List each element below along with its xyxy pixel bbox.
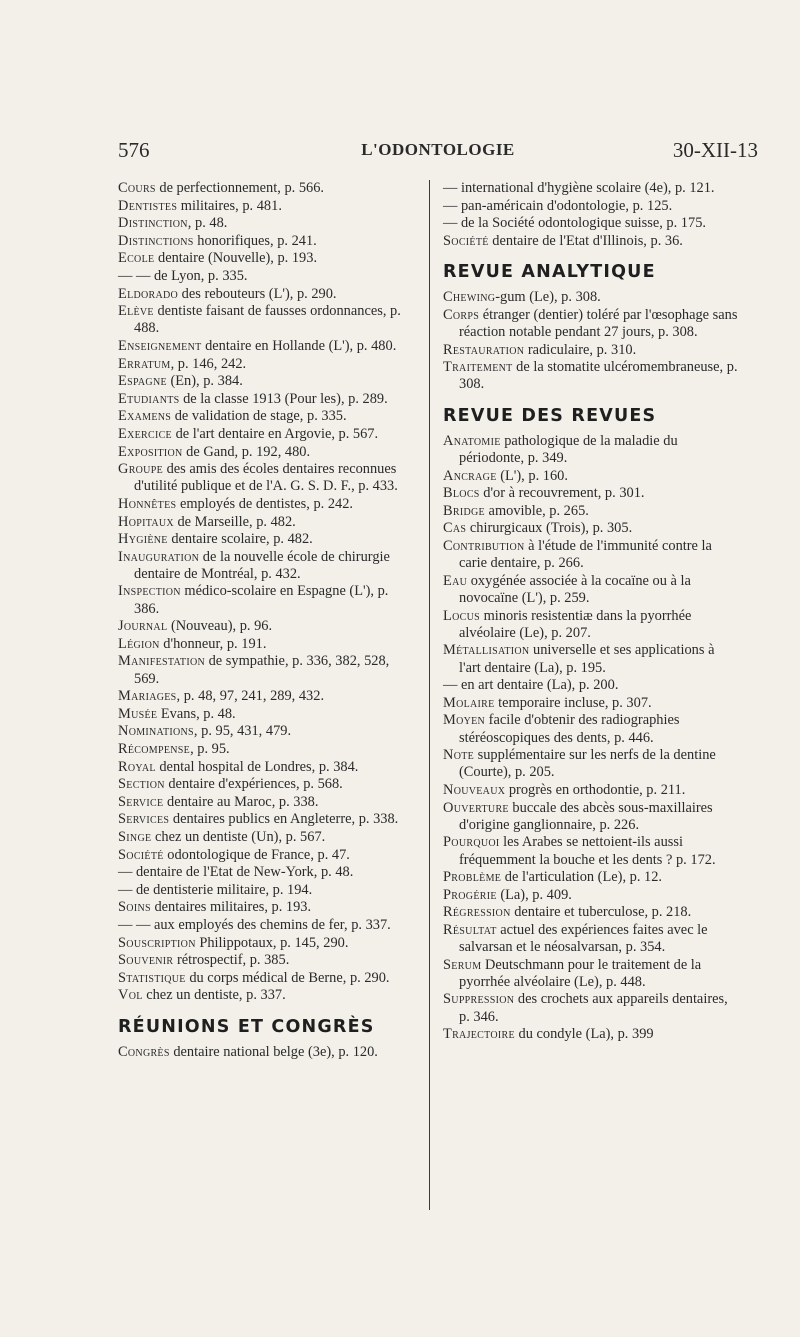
- index-entry: [443, 677, 739, 694]
- entry-text: des rebouteurs (L'), p. 290.: [178, 285, 337, 302]
- entry-keyword: Statistique: [118, 969, 186, 986]
- index-entry: [443, 695, 739, 712]
- index-entry: [443, 782, 739, 799]
- entry-keyword: Service: [118, 793, 164, 810]
- entry-text: du condyle (La), p. 399: [514, 1026, 654, 1043]
- entry-keyword: Société: [443, 232, 489, 249]
- index-entry: [118, 268, 414, 285]
- index-entry: [443, 433, 739, 467]
- index-entry: [118, 970, 414, 987]
- revue-des-revues-entry-list: [443, 433, 739, 1044]
- entry-text: de la stomatite ulcéromembraneuse, p. 308.: [459, 359, 738, 393]
- entry-text: de la nouvelle école de chirurgie dentaire de Montréal, p. 432.: [134, 548, 390, 582]
- index-entry: [118, 356, 414, 373]
- entry-text: , p. 146, 242.: [170, 355, 247, 372]
- entry-text: honorifiques, p. 241.: [193, 232, 317, 249]
- entry-text: dentaire (Nouvelle), p. 193.: [154, 250, 318, 267]
- entry-text: dentaires militaires, p. 193.: [150, 899, 312, 916]
- index-entry: [118, 653, 414, 687]
- index-entry: [118, 847, 414, 864]
- index-entry: [118, 811, 414, 828]
- index-entry: [118, 723, 414, 740]
- entry-keyword: Cours: [118, 180, 156, 196]
- index-entry: [443, 520, 739, 537]
- entry-keyword: Distinction: [118, 215, 188, 232]
- index-entry: [443, 468, 739, 485]
- index-entry: [118, 935, 414, 952]
- right-column: [443, 180, 739, 1044]
- index-entry: [443, 869, 739, 886]
- index-entry: [118, 882, 414, 899]
- index-entry: [118, 794, 414, 811]
- entry-keyword: Exercice: [118, 425, 172, 442]
- entry-keyword: Problème: [443, 869, 502, 886]
- entry-keyword: Trajectoire: [443, 1026, 515, 1043]
- entry-keyword: Eldorado: [118, 285, 179, 302]
- issue-date: 30-XII-13: [672, 138, 758, 162]
- entry-text: radiculaire, p. 310.: [524, 341, 637, 358]
- entry-keyword: Corps: [443, 306, 480, 323]
- entry-keyword: Traitement: [443, 359, 513, 376]
- entry-keyword: Moyen: [443, 712, 486, 729]
- entry-text: de l'articulation (Le), p. 12.: [501, 869, 663, 886]
- entry-text: de la classe 1913 (Pour les), p. 289.: [179, 390, 388, 407]
- entry-text: d'or à recouvrement, p. 301.: [479, 485, 645, 502]
- index-entry: [118, 829, 414, 846]
- entry-text: étranger (dentier) toléré par l'œsophage sans réaction notable pendant 27 jours, p. 308.: [459, 306, 738, 340]
- index-entry: [443, 834, 739, 868]
- page-header: [118, 138, 758, 168]
- index-entry: [118, 741, 414, 758]
- entry-text: du corps médical de Berne, p. 290.: [185, 969, 390, 986]
- entry-text: -gum (Le), p. 308.: [495, 289, 601, 306]
- index-entry: [118, 391, 414, 408]
- entry-keyword: Services: [118, 811, 170, 828]
- entry-text: dentaire au Maroc, p. 338.: [163, 793, 319, 810]
- index-entry: [118, 864, 414, 881]
- index-entry: [118, 426, 414, 443]
- entry-text: (La), p. 409.: [496, 886, 572, 903]
- entry-keyword: Enseignement: [118, 337, 202, 354]
- entry-text: (Nouveau), p. 96.: [167, 618, 273, 635]
- entry-text: dentaire d'expériences, p. 568.: [164, 776, 343, 793]
- entry-text: temporaire incluse, p. 307.: [494, 694, 652, 711]
- entry-text: — international d'hygiène scolaire (4e), p. 121.: [443, 180, 715, 196]
- index-entry: [443, 712, 739, 746]
- entry-keyword: Blocs: [443, 485, 480, 502]
- entry-text: Deutschmann pour le traitement de la pyorrhée alvéolaire (Le), p. 448.: [459, 956, 702, 990]
- index-entry: [443, 538, 739, 572]
- entry-text: d'honneur, p. 191.: [159, 635, 267, 652]
- index-entry: [118, 250, 414, 267]
- entry-text: à l'étude de l'immunité contre la carie dentaire, p. 266.: [459, 537, 712, 572]
- index-entry: [118, 180, 414, 197]
- entry-keyword: Société: [118, 846, 164, 863]
- entry-text: odontologique de France, p. 47.: [163, 846, 350, 863]
- index-entry: [118, 373, 414, 390]
- entry-keyword: Ecole: [118, 250, 155, 267]
- entry-keyword: Soins: [118, 899, 151, 916]
- index-entry: [118, 706, 414, 723]
- entry-keyword: Groupe: [118, 461, 163, 478]
- entry-text: de Marseille, p. 482.: [173, 513, 296, 530]
- entry-text: , p. 95, 431, 479.: [193, 723, 292, 740]
- entry-keyword: Bridge: [443, 502, 485, 519]
- entry-text: — de la Société odontologique suisse, p. 175.: [443, 215, 706, 232]
- entry-keyword: Nominations: [118, 723, 194, 740]
- entry-text: supplémentaire sur les nerfs de la dentine (Courte), p. 205.: [459, 747, 716, 781]
- index-entry: [118, 549, 414, 583]
- entry-keyword: Récompense: [118, 741, 191, 758]
- index-entry: [443, 957, 739, 991]
- index-entry: [443, 198, 739, 215]
- entry-keyword: Note: [443, 747, 475, 764]
- entry-keyword: Molaire: [443, 694, 495, 711]
- entry-keyword: Erratum: [118, 355, 171, 372]
- page-number: 576: [118, 138, 150, 162]
- entry-keyword: Restauration: [443, 341, 525, 358]
- entry-keyword: Manifestation: [118, 653, 206, 670]
- entry-keyword: Vol: [118, 987, 143, 1004]
- entry-text: (En), p. 384.: [166, 373, 243, 390]
- index-entry: [118, 952, 414, 969]
- entry-text: universelle et ses applications à l'art dentaire (La), p. 195.: [459, 642, 715, 676]
- entry-text: pathologique de la maladie du périodonte, p. 349.: [459, 432, 678, 466]
- entry-text: — dentaire de l'Etat de New-York, p. 48.: [118, 864, 354, 881]
- entry-text: — de dentisterie militaire, p. 194.: [118, 881, 313, 898]
- entry-keyword: Examens: [118, 408, 172, 425]
- entry-text: — — aux employés des chemins de fer, p. 337.: [118, 916, 391, 933]
- entry-keyword: Dentistes: [118, 197, 178, 214]
- entry-keyword: Souscription: [118, 934, 196, 951]
- entry-text: , p. 48, 97, 241, 289, 432.: [176, 688, 325, 705]
- entry-text: dentaires publics en Angleterre, p. 338.: [169, 811, 399, 828]
- index-entry: [443, 991, 739, 1025]
- entry-keyword: Contribution: [443, 537, 525, 554]
- entry-text: Philippotaux, p. 145, 290.: [195, 934, 349, 951]
- entry-keyword: Légion: [118, 635, 160, 652]
- index-entry: [118, 233, 414, 250]
- entry-keyword: Section: [118, 776, 165, 793]
- entry-text: employés de dentistes, p. 242.: [176, 495, 354, 512]
- entry-text: — en art dentaire (La), p. 200.: [443, 677, 619, 694]
- entry-keyword: Eau: [443, 572, 468, 589]
- right-top-entry-list: [443, 180, 739, 250]
- index-entry: [118, 444, 414, 461]
- entry-text: dentiste faisant de fausses ordonnances, p. 488.: [134, 303, 401, 337]
- entry-keyword: Elève: [118, 303, 154, 320]
- index-entry: [443, 887, 739, 904]
- entry-keyword: Ouverture: [443, 799, 509, 816]
- entry-text: des crochets aux appareils dentaires, p. 346.: [459, 991, 728, 1025]
- entry-text: facile d'obtenir des radiographies stéréoscopiques des dents, p. 446.: [459, 712, 680, 746]
- entry-keyword: Serum: [443, 956, 482, 973]
- index-entry: [443, 922, 739, 956]
- entry-keyword: Chewing: [443, 289, 496, 306]
- index-entry: [118, 338, 414, 355]
- entry-text: de Gand, p. 192, 480.: [182, 443, 311, 460]
- index-entry: [118, 899, 414, 916]
- index-entry: [118, 987, 414, 1004]
- entry-text: dentaire national belge (3e), p. 120.: [169, 1043, 378, 1060]
- entry-text: dental hospital de Londres, p. 384.: [155, 758, 359, 775]
- entry-keyword: Espagne: [118, 373, 167, 390]
- entry-keyword: Cas: [443, 520, 467, 537]
- index-entry: [443, 573, 739, 607]
- entry-text: de validation de stage, p. 335.: [171, 408, 347, 425]
- reunions-entry-list: [118, 1044, 414, 1061]
- section-heading-reunions: RÉUNIONS ET CONGRÈS: [118, 1016, 375, 1037]
- index-entry: [118, 531, 414, 548]
- index-entry: [443, 289, 739, 306]
- index-entry: [118, 408, 414, 425]
- index-entry: [118, 688, 414, 705]
- entry-text: dentaire de l'Etat d'Illinois, p. 36.: [488, 232, 683, 249]
- entry-keyword: Royal: [118, 758, 156, 775]
- entry-keyword: Progérie: [443, 886, 497, 903]
- entry-text: dentaire scolaire, p. 482.: [167, 531, 313, 548]
- index-entry: [118, 215, 414, 232]
- index-entry: [118, 514, 414, 531]
- entry-keyword: Régression: [443, 904, 511, 921]
- entry-text: buccale des abcès sous-maxillaires d'origine ganglionnaire, p. 226.: [459, 799, 713, 833]
- index-entry: [118, 1044, 414, 1061]
- index-entry: [118, 917, 414, 934]
- entry-text: , p. 48.: [187, 215, 228, 232]
- entry-text: de l'art dentaire en Argovie, p. 567.: [171, 425, 379, 442]
- entry-text: oxygénée associée à la cocaïne ou à la novocaïne (L'), p. 259.: [459, 572, 691, 606]
- index-entry: [443, 180, 739, 197]
- entry-text: dentaire en Hollande (L'), p. 480.: [201, 337, 397, 354]
- entry-keyword: Exposition: [118, 443, 183, 460]
- entry-keyword: Souvenir: [118, 952, 174, 969]
- index-entry: [443, 503, 739, 520]
- index-entry: [118, 776, 414, 793]
- left-entry-list: [118, 180, 414, 1005]
- index-entry: [443, 1026, 739, 1043]
- index-entry: [443, 359, 739, 393]
- index-entry: [443, 800, 739, 834]
- entry-keyword: Hopitaux: [118, 513, 174, 530]
- entry-keyword: Anatomie: [443, 432, 501, 449]
- entry-text: (L'), p. 160.: [496, 467, 568, 484]
- entry-text: Evans, p. 48.: [157, 705, 236, 722]
- entry-text: chez un dentiste (Un), p. 567.: [151, 829, 326, 846]
- entry-text: de perfectionnement, p. 566.: [155, 180, 325, 196]
- entry-text: actuel des expériences faites avec le salvarsan et le néosalvarsan, p. 354.: [459, 921, 708, 956]
- entry-text: militaires, p. 481.: [177, 197, 282, 214]
- index-entry: [443, 233, 739, 250]
- index-entry: [443, 747, 739, 781]
- entry-keyword: Musée: [118, 705, 158, 722]
- entry-keyword: Inspection: [118, 583, 181, 600]
- index-entry: [443, 485, 739, 502]
- entry-keyword: Pourquoi: [443, 834, 500, 851]
- entry-keyword: Singe: [118, 829, 152, 846]
- entry-text: — — de Lyon, p. 335.: [118, 267, 248, 284]
- entry-text: , p. 95.: [190, 741, 230, 758]
- entry-keyword: Hygiène: [118, 531, 168, 548]
- index-entry: [118, 759, 414, 776]
- section-heading-revue-analytique: REVUE ANALYTIQUE: [443, 261, 656, 282]
- entry-keyword: Ancrage: [443, 467, 497, 484]
- index-entry: [118, 583, 414, 617]
- entry-text: médico-scolaire en Espagne (L'), p. 386.: [134, 583, 389, 617]
- index-entry: [443, 608, 739, 642]
- entry-text: progrès en orthodontie, p. 211.: [505, 781, 686, 798]
- entry-keyword: Honnêtes: [118, 495, 177, 512]
- entry-keyword: Nouveaux: [443, 781, 506, 798]
- entry-text: rétrospectif, p. 385.: [173, 952, 290, 969]
- entry-text: de sympathie, p. 336, 382, 528, 569.: [134, 653, 390, 687]
- index-entry: [443, 342, 739, 359]
- index-entry: [443, 904, 739, 921]
- entry-keyword: Résultat: [443, 921, 497, 938]
- entry-text: chirurgicaux (Trois), p. 305.: [466, 520, 633, 537]
- index-entry: [443, 307, 739, 341]
- revue-analytique-entry-list: [443, 289, 739, 393]
- entry-keyword: Suppression: [443, 991, 515, 1008]
- entry-keyword: Distinctions: [118, 232, 194, 249]
- entry-text: dentaire et tuberculose, p. 218.: [510, 904, 692, 921]
- index-entry: [443, 642, 739, 676]
- entry-keyword: Journal: [118, 618, 168, 635]
- entry-text: minoris resistentiæ dans la pyorrhée alvéolaire (Le), p. 207.: [459, 607, 692, 641]
- index-entry: [118, 496, 414, 513]
- entry-text: amovible, p. 265.: [484, 502, 589, 519]
- index-entry: [118, 636, 414, 653]
- left-column: [118, 180, 414, 1061]
- entry-text: — pan-américain d'odontologie, p. 125.: [443, 197, 673, 214]
- entry-text: des amis des écoles dentaires reconnues d'utilité publique et de l'A. G. S. D. F., p. 433.: [134, 461, 398, 495]
- column-divider: [429, 180, 430, 1210]
- section-heading-revue-des-revues: REVUE DES REVUES: [443, 405, 657, 426]
- entry-keyword: Inauguration: [118, 548, 200, 565]
- index-entry: [118, 198, 414, 215]
- index-entry: [118, 286, 414, 303]
- entry-keyword: Locus: [443, 607, 480, 624]
- index-entry: [118, 303, 414, 337]
- index-entry: [118, 618, 414, 635]
- index-entry: [118, 461, 414, 495]
- entry-keyword: Congrès: [118, 1043, 170, 1060]
- index-entry: [443, 215, 739, 232]
- entry-text: les Arabes se nettoient-ils aussi fréquemment la bouche et les dents ? p. 172.: [459, 834, 716, 868]
- entry-text: chez un dentiste, p. 337.: [142, 987, 286, 1004]
- running-title: L'ODONTOLOGIE: [361, 140, 515, 159]
- entry-keyword: Métallisation: [443, 642, 530, 659]
- entry-keyword: Mariages: [118, 688, 177, 705]
- entry-keyword: Etudiants: [118, 390, 180, 407]
